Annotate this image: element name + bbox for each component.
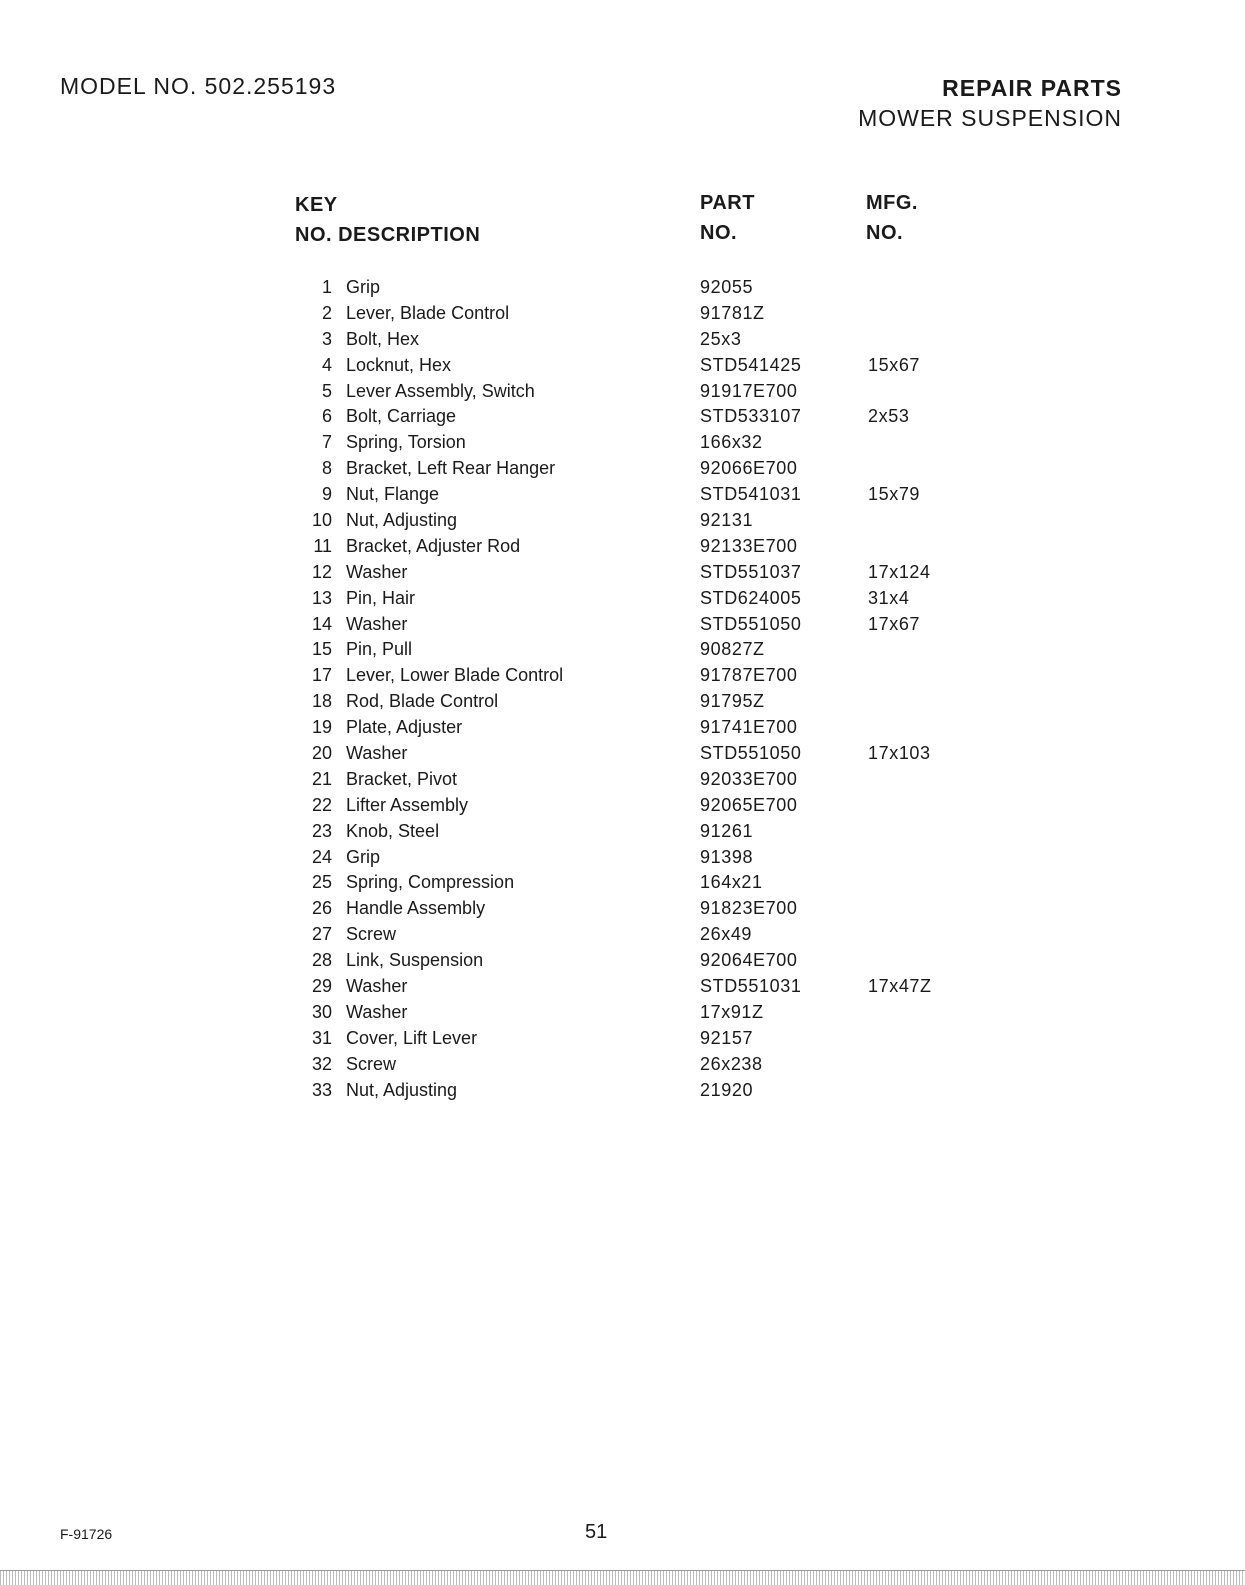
description: Handle Assembly (346, 898, 486, 919)
mfg-no: 15x79 (868, 484, 921, 505)
part-no: 91823E700 (700, 898, 798, 919)
description: Washer (346, 976, 408, 997)
part-no: 26x49 (700, 924, 753, 945)
key-no: 28 (311, 950, 332, 971)
description: Pin, Pull (346, 639, 413, 660)
key-no: 30 (311, 1001, 332, 1022)
key-no: 8 (321, 458, 332, 479)
key-no: 21 (311, 768, 332, 789)
mfg-no: 17x124 (868, 561, 931, 582)
header-mfg-no: NO. (866, 222, 904, 244)
table-row (0, 1051, 1245, 1077)
part-no: STD551050 (700, 613, 802, 634)
key-no: 23 (311, 820, 332, 841)
mfg-no: 2x53 (868, 406, 910, 427)
part-no: 92065E700 (700, 794, 798, 815)
key-no: 29 (311, 976, 332, 997)
part-no: 92133E700 (700, 535, 798, 556)
description: Bracket, Pivot (346, 768, 458, 789)
part-no: 26x238 (700, 1053, 763, 1074)
part-no: 92157 (700, 1027, 754, 1048)
table-row (0, 429, 1245, 455)
table-row (0, 869, 1245, 895)
key-no: 32 (311, 1053, 332, 1074)
parts-list (0, 274, 1245, 1103)
table-row (0, 352, 1245, 378)
key-no: 12 (311, 561, 332, 582)
table-row (0, 1025, 1245, 1051)
part-no: 91741E700 (700, 717, 798, 738)
table-row (0, 844, 1245, 870)
table-row (0, 740, 1245, 766)
part-no: 91795Z (700, 691, 765, 712)
key-no: 20 (311, 743, 332, 764)
key-no: 27 (311, 924, 332, 945)
key-no: 18 (311, 691, 332, 712)
part-no: 92064E700 (700, 950, 798, 971)
part-no: STD541425 (700, 354, 802, 375)
header-part: PART (700, 192, 755, 214)
mfg-no: 17x103 (868, 743, 931, 764)
key-no: 22 (311, 794, 332, 815)
table-row (0, 611, 1245, 637)
description: Washer (346, 743, 408, 764)
description: Knob, Steel (346, 820, 440, 841)
table-row (0, 895, 1245, 921)
key-no: 14 (311, 613, 332, 634)
table-row (0, 921, 1245, 947)
description: Grip (346, 846, 381, 867)
description: Lever, Lower Blade Control (346, 665, 564, 686)
header-mfg: MFG. (866, 192, 918, 214)
description: Lever Assembly, Switch (346, 380, 535, 401)
table-row (0, 533, 1245, 559)
key-no: 7 (321, 432, 332, 453)
model-number: MODEL NO. 502.255193 (60, 73, 337, 99)
description: Bracket, Left Rear Hanger (346, 458, 556, 479)
bottom-scan-edge (0, 1570, 1245, 1585)
header-part-no: NO. (700, 222, 738, 244)
part-no: 91917E700 (700, 380, 798, 401)
table-row (0, 688, 1245, 714)
table-row (0, 766, 1245, 792)
table-row (0, 636, 1245, 662)
part-no: 91781Z (700, 302, 765, 323)
table-row (0, 507, 1245, 533)
description: Bolt, Carriage (346, 406, 457, 427)
key-no: 19 (311, 717, 332, 738)
description: Pin, Hair (346, 587, 416, 608)
key-no: 24 (311, 846, 332, 867)
part-no: STD541031 (700, 484, 802, 505)
column-header-part-no (700, 188, 755, 248)
description: Nut, Adjusting (346, 510, 458, 531)
title-repair-parts: REPAIR PARTS (942, 75, 1122, 101)
page-number: 51 (585, 1521, 608, 1543)
description: Screw (346, 1053, 397, 1074)
part-no: 92033E700 (700, 768, 798, 789)
part-no: 91398 (700, 846, 754, 867)
table-row (0, 714, 1245, 740)
key-no: 33 (311, 1079, 332, 1100)
key-no: 11 (313, 535, 332, 556)
table-row (0, 326, 1245, 352)
column-header-mfg-no (866, 188, 918, 248)
key-no: 25 (311, 872, 332, 893)
key-no: 2 (321, 302, 332, 323)
table-row (0, 585, 1245, 611)
table-row (0, 481, 1245, 507)
table-row (0, 378, 1245, 404)
part-no: 25x3 (700, 328, 742, 349)
table-row (0, 947, 1245, 973)
description: Lever, Blade Control (346, 302, 510, 323)
description: Bracket, Adjuster Rod (346, 535, 521, 556)
part-no: 17x91Z (700, 1001, 764, 1022)
table-row (0, 559, 1245, 585)
description: Nut, Adjusting (346, 1079, 458, 1100)
part-no: 166x32 (700, 432, 763, 453)
table-row (0, 662, 1245, 688)
part-no: 91261 (700, 820, 754, 841)
description: Rod, Blade Control (346, 691, 499, 712)
description: Nut, Flange (346, 484, 440, 505)
part-no: 21920 (700, 1079, 754, 1100)
mfg-no: 17x47Z (868, 976, 932, 997)
description: Spring, Compression (346, 872, 515, 893)
mfg-no: 15x67 (868, 354, 921, 375)
part-no: STD551037 (700, 561, 802, 582)
header-no-description: NO. DESCRIPTION (295, 224, 481, 246)
part-no: STD551031 (700, 976, 802, 997)
description: Spring, Torsion (346, 432, 466, 453)
table-row (0, 274, 1245, 300)
key-no: 5 (321, 380, 332, 401)
table-row (0, 973, 1245, 999)
part-no: 90827Z (700, 639, 765, 660)
table-row (0, 792, 1245, 818)
key-no: 6 (321, 406, 332, 427)
description: Screw (346, 924, 397, 945)
description: Plate, Adjuster (346, 717, 463, 738)
table-row (0, 455, 1245, 481)
key-no: 9 (321, 484, 332, 505)
part-no: STD624005 (700, 587, 802, 608)
description: Link, Suspension (346, 950, 484, 971)
key-no: 26 (311, 898, 332, 919)
form-code: F-91726 (60, 1526, 113, 1542)
key-no: 13 (311, 587, 332, 608)
description: Washer (346, 561, 408, 582)
header-key: KEY (295, 194, 338, 216)
table-row (0, 999, 1245, 1025)
table-row (0, 300, 1245, 326)
part-no: 91787E700 (700, 665, 798, 686)
page-title (858, 73, 1122, 133)
key-no: 4 (321, 354, 332, 375)
description: Washer (346, 1001, 408, 1022)
mfg-no: 31x4 (868, 587, 910, 608)
table-row (0, 1077, 1245, 1103)
table-row (0, 818, 1245, 844)
description: Grip (346, 277, 381, 297)
title-mower-suspension: MOWER SUSPENSION (858, 105, 1122, 131)
description: Bolt, Hex (346, 328, 420, 349)
key-no: 17 (311, 665, 332, 686)
description: Cover, Lift Lever (346, 1027, 478, 1048)
description: Locknut, Hex (346, 354, 452, 375)
description: Washer (346, 613, 408, 634)
part-no: 92066E700 (700, 458, 798, 479)
key-no: 15 (311, 639, 332, 660)
table-row (0, 403, 1245, 429)
column-header-key-description (295, 190, 480, 250)
mfg-no: 17x67 (868, 613, 921, 634)
part-no: STD551050 (700, 743, 802, 764)
key-no: 3 (321, 328, 332, 349)
part-no: STD533107 (700, 406, 802, 427)
part-no: 92131 (700, 510, 754, 531)
key-no: 10 (311, 510, 332, 531)
part-no: 164x21 (700, 872, 763, 893)
description: Lifter Assembly (346, 794, 469, 815)
part-no: 92055 (700, 277, 754, 297)
key-no: 1 (321, 277, 332, 297)
key-no: 31 (311, 1027, 332, 1048)
